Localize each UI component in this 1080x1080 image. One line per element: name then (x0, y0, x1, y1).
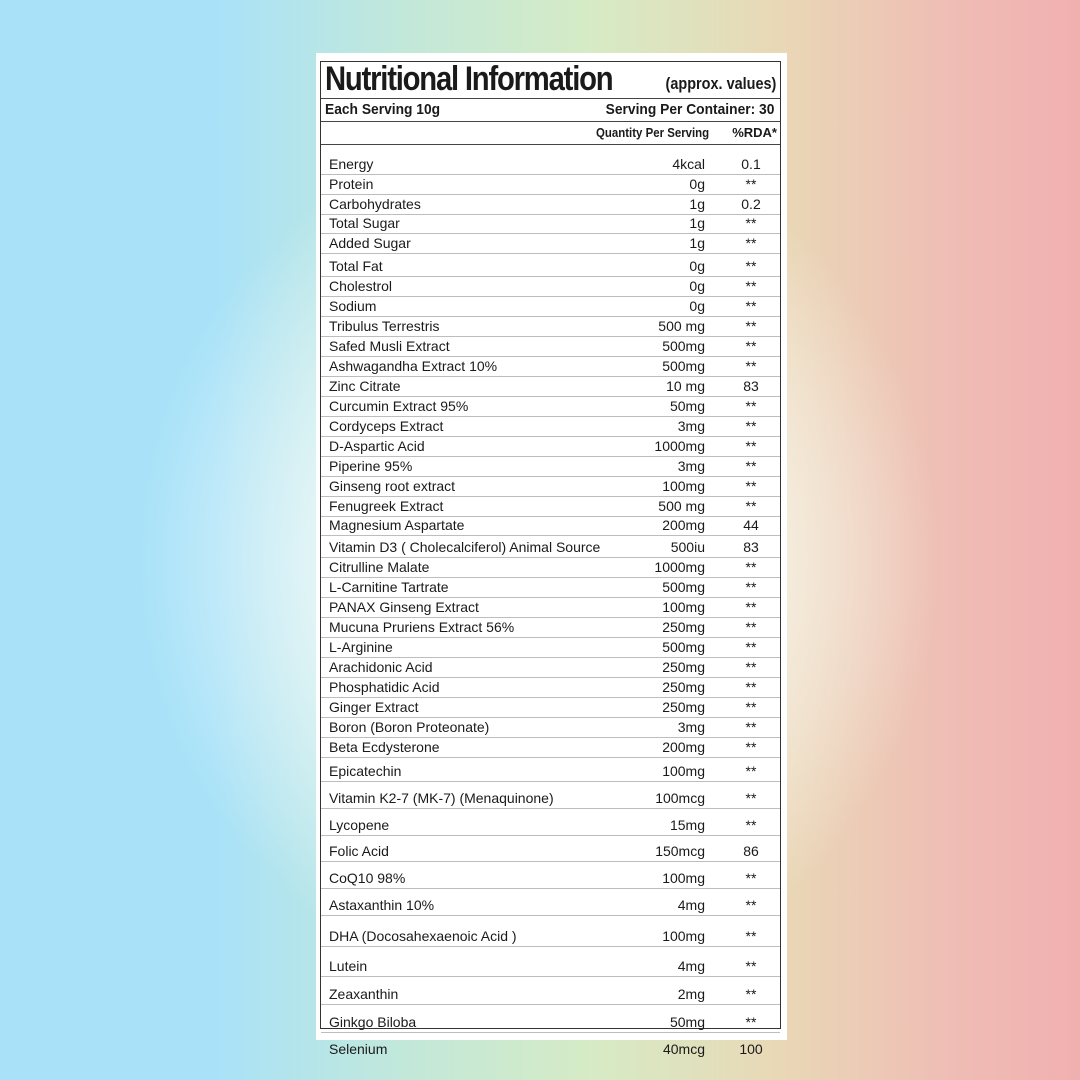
nutrient-name: Boron (Boron Proteonate) (329, 719, 490, 735)
nutrient-name: Safed Musli Extract (329, 338, 450, 354)
nutrient-row (321, 277, 780, 297)
nutrient-row (321, 1005, 780, 1033)
nutrient-quantity: 0g (689, 176, 705, 192)
nutrient-rda: ** (745, 358, 757, 374)
nutrient-row (321, 155, 780, 175)
nutrient-name: Zinc Citrate (329, 378, 401, 394)
nutrient-quantity: 50mg (669, 1014, 705, 1030)
nutrient-name: Cordyceps Extract (329, 418, 444, 434)
nutrient-rda: ** (745, 719, 757, 735)
rda-column-header: %RDA* (732, 125, 777, 140)
nutrient-rda: ** (745, 458, 757, 474)
nutrient-rda: ** (745, 1014, 757, 1030)
nutrient-name: D-Aspartic Acid (329, 438, 425, 454)
nutrient-row (321, 175, 780, 195)
nutrient-name: Lutein (329, 958, 368, 974)
nutrient-row (321, 618, 780, 638)
nutrient-rda: ** (745, 817, 757, 833)
nutrient-rda: 100 (739, 1041, 763, 1057)
nutrient-rda: 0.1 (741, 156, 761, 172)
nutrient-name: CoQ10 98% (329, 870, 406, 886)
nutrient-name: Beta Ecdysterone (329, 739, 440, 755)
nutrient-rda: ** (745, 258, 757, 274)
nutrient-rda: 44 (743, 517, 759, 533)
nutrient-rda: ** (745, 398, 757, 414)
nutrient-name: Protein (329, 176, 374, 192)
nutrient-quantity: 250mg (662, 619, 705, 635)
nutrient-row (321, 1033, 780, 1059)
nutrient-quantity: 15mg (669, 817, 705, 833)
nutrient-row (321, 862, 780, 889)
nutrient-quantity: 500mg (662, 639, 705, 655)
nutrient-name: Vitamin D3 ( Cholecalciferol) Animal Source (329, 539, 601, 555)
nutrient-name: Total Sugar (329, 215, 400, 231)
nutrient-name: Ginkgo Biloba (329, 1014, 417, 1030)
nutrient-rda: ** (745, 870, 757, 886)
nutrient-row (321, 638, 780, 658)
nutrient-rda: ** (745, 418, 757, 434)
nutrient-rda: ** (745, 278, 757, 294)
nutrient-row (321, 337, 780, 357)
nutrient-rda: 86 (743, 843, 759, 859)
nutrient-row (321, 658, 780, 678)
nutrient-quantity: 3mg (677, 458, 705, 474)
nutrition-panel (316, 53, 787, 1057)
nutrient-rda: ** (745, 619, 757, 635)
nutrient-rda: ** (745, 215, 757, 231)
nutrient-quantity: 1g (689, 215, 705, 231)
nutrient-name: Tribulus Terrestris (329, 318, 440, 334)
nutrient-rda: ** (745, 176, 757, 192)
nutrient-row (321, 782, 780, 809)
nutrient-quantity: 250mg (662, 699, 705, 715)
nutrient-row (321, 947, 780, 977)
nutrient-rda: 83 (743, 539, 759, 555)
nutrient-quantity: 1000mg (654, 438, 705, 454)
nutrient-rda: ** (745, 790, 757, 806)
nutrient-row (321, 738, 780, 758)
nutrient-quantity: 100mg (662, 870, 705, 886)
nutrient-row (321, 809, 780, 836)
serving-row (321, 99, 780, 122)
label-subtitle: (approx. values) (665, 74, 776, 93)
nutrient-name: Cholestrol (329, 278, 393, 294)
nutrient-row (321, 598, 780, 618)
nutrient-row (321, 417, 780, 437)
nutrient-rda: 0.2 (741, 196, 761, 212)
nutrient-quantity: 1000mg (654, 559, 705, 575)
nutrient-quantity: 500 mg (658, 318, 705, 334)
nutrient-name: Ashwagandha Extract 10% (329, 358, 498, 374)
nutrient-name: Vitamin K2-7 (MK-7) (Menaquinone) (329, 790, 554, 806)
nutrient-name: Arachidonic Acid (329, 659, 433, 675)
label-title: Nutritional Information (325, 60, 613, 98)
nutrient-name: Sodium (329, 298, 377, 314)
nutrition-label (320, 60, 781, 1057)
nutrient-rda: ** (745, 599, 757, 615)
nutrient-row (321, 698, 780, 718)
nutrient-quantity: 100mg (662, 599, 705, 615)
nutrient-quantity: 3mg (677, 719, 705, 735)
nutrient-name: Mucuna Pruriens Extract 56% (329, 619, 515, 635)
nutrient-row (321, 916, 780, 947)
nutrient-row (321, 377, 780, 397)
nutrient-name: Astaxanthin 10% (329, 897, 435, 913)
nutrient-rda: ** (745, 298, 757, 314)
nutrient-quantity: 1g (689, 235, 705, 251)
nutrient-quantity: 50mg (669, 398, 705, 414)
nutrient-quantity: 500mg (662, 338, 705, 354)
nutrient-row (321, 578, 780, 598)
nutrient-name: Epicatechin (329, 763, 402, 779)
nutrient-rda: ** (745, 235, 757, 251)
nutrient-row (321, 254, 780, 277)
nutrient-quantity: 1g (689, 196, 705, 212)
nutrient-quantity: 40mcg (662, 1041, 705, 1057)
nutrient-row (321, 758, 780, 782)
servings-per-container: Serving Per Container: 30 (605, 101, 774, 118)
nutrient-quantity: 4mg (677, 958, 705, 974)
nutrient-quantity: 150mcg (655, 843, 705, 859)
nutrient-rda: ** (745, 438, 757, 454)
nutrient-list (321, 145, 780, 1059)
nutrient-rda: ** (745, 928, 757, 944)
nutrient-quantity: 10 mg (666, 378, 705, 394)
nutrient-rda: ** (745, 763, 757, 779)
nutrient-row (321, 357, 780, 377)
nutrient-rda: ** (745, 679, 757, 695)
nutrient-row (321, 558, 780, 578)
nutrient-row (321, 977, 780, 1005)
nutrient-quantity: 4kcal (672, 156, 705, 172)
nutrient-name: PANAX Ginseng Extract (329, 599, 479, 615)
nutrient-rda: ** (745, 699, 757, 715)
nutrient-quantity: 0g (689, 258, 705, 274)
nutrient-rda: ** (745, 659, 757, 675)
nutrient-row (321, 477, 780, 497)
nutrient-rda: ** (745, 318, 757, 334)
nutrient-quantity: 100mg (662, 928, 705, 944)
nutrient-rda: ** (745, 559, 757, 575)
nutrient-name: Lycopene (329, 817, 390, 833)
nutrient-rda: ** (745, 958, 757, 974)
serving-size: Each Serving 10g (325, 101, 441, 118)
nutrient-name: Citrulline Malate (329, 559, 430, 575)
nutrient-quantity: 100mcg (655, 790, 705, 806)
nutrient-quantity: 2mg (677, 986, 705, 1002)
nutrient-row (321, 497, 780, 517)
nutrient-name: Phosphatidic Acid (329, 679, 440, 695)
nutrient-name: Fenugreek Extract (329, 498, 444, 514)
nutrient-row (321, 678, 780, 698)
nutrient-row (321, 836, 780, 862)
nutrient-rda: ** (745, 498, 757, 514)
nutrient-quantity: 4mg (677, 897, 705, 913)
column-header-row (321, 122, 780, 145)
nutrient-row (321, 889, 780, 916)
nutrient-quantity: 100mg (662, 478, 705, 494)
nutrient-rda: ** (745, 897, 757, 913)
nutrient-row (321, 215, 780, 234)
nutrient-quantity: 250mg (662, 679, 705, 695)
nutrient-quantity: 500 mg (658, 498, 705, 514)
nutrient-row (321, 457, 780, 477)
nutrient-name: Energy (329, 156, 374, 172)
nutrient-name: Piperine 95% (329, 458, 413, 474)
nutrient-name: L-Carnitine Tartrate (329, 579, 449, 595)
label-header (321, 62, 780, 99)
nutrient-name: Selenium (329, 1041, 388, 1057)
nutrient-quantity: 500mg (662, 579, 705, 595)
nutrient-name: Curcumin Extract 95% (329, 398, 469, 414)
nutrient-row (321, 437, 780, 457)
nutrient-row (321, 517, 780, 536)
nutrient-quantity: 0g (689, 278, 705, 294)
nutrient-name: Folic Acid (329, 843, 389, 859)
nutrient-row (321, 234, 780, 254)
nutrient-quantity: 500mg (662, 358, 705, 374)
nutrient-name: Total Fat (329, 258, 383, 274)
nutrient-quantity: 200mg (662, 517, 705, 533)
nutrient-name: Carbohydrates (329, 196, 421, 212)
nutrient-quantity: 0g (689, 298, 705, 314)
nutrient-row (321, 297, 780, 317)
nutrient-name: DHA (Docosahexaenoic Acid ) (329, 928, 517, 944)
nutrient-rda: ** (745, 739, 757, 755)
nutrient-row (321, 397, 780, 417)
nutrient-rda: ** (745, 478, 757, 494)
nutrient-quantity: 3mg (677, 418, 705, 434)
nutrient-rda: ** (745, 639, 757, 655)
nutrient-name: Ginger Extract (329, 699, 419, 715)
nutrient-quantity: 200mg (662, 739, 705, 755)
nutrient-rda: ** (745, 338, 757, 354)
quantity-column-header: Quantity Per Serving (596, 125, 710, 140)
nutrient-quantity: 500iu (670, 539, 705, 555)
nutrient-quantity: 100mg (662, 763, 705, 779)
nutrient-name: L-Arginine (329, 639, 393, 655)
nutrient-name: Ginseng root extract (329, 478, 456, 494)
nutrient-row (321, 195, 780, 215)
nutrient-quantity: 250mg (662, 659, 705, 675)
nutrient-name: Added Sugar (329, 235, 411, 251)
nutrient-row (321, 718, 780, 738)
nutrient-row (321, 317, 780, 337)
nutrient-rda: ** (745, 986, 757, 1002)
nutrient-name: Magnesium Aspartate (329, 517, 465, 533)
nutrient-rda: 83 (743, 378, 759, 394)
nutrient-row (321, 536, 780, 558)
nutrient-name: Zeaxanthin (329, 986, 399, 1002)
nutrient-rda: ** (745, 579, 757, 595)
